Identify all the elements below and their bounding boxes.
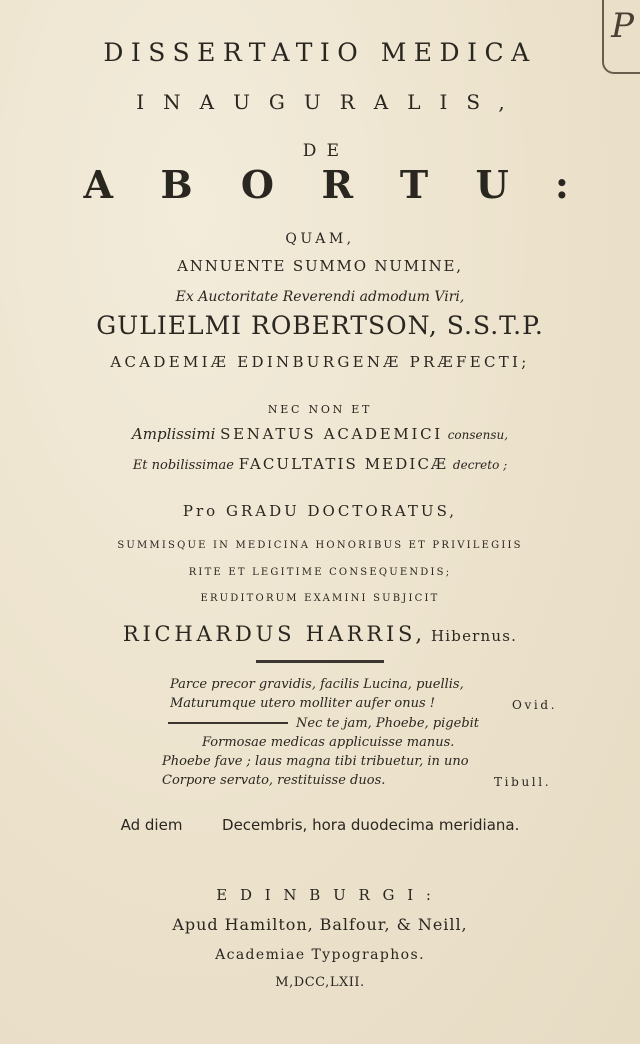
date-line — [0, 818, 640, 833]
imprint-year: M,DCC,LXII. — [275, 975, 365, 990]
verse-line-3: Nec te jam, Phoebe, pigebit — [296, 716, 480, 731]
date-ad-diem: Ad diem — [120, 816, 183, 834]
library-stamp-letter: P — [611, 6, 634, 46]
imprint-typographos: Academiae Typographos. — [215, 947, 425, 963]
academiae-line: ACADEMIÆ EDINBURGENÆ PRÆFECTI; — [110, 353, 530, 371]
verse-line-1: Parce precor gravidis, facilis Lucina, puellis, — [170, 677, 464, 692]
facultatis-line — [0, 457, 640, 472]
title-line-3: DE — [302, 141, 350, 161]
quam-line: QUAM, — [285, 231, 355, 247]
author-line — [0, 624, 640, 645]
annuente-line: ANNUENTE SUMMO NUMINE, — [177, 257, 463, 275]
verse-credit-tibull: Tibull. — [494, 775, 552, 789]
summisque-line: SUMMISQUE IN MEDICINA HONORIBUS ET PRIVILEGIIS — [117, 540, 523, 551]
senatus-line — [0, 427, 640, 442]
verse-credit-ovid: Ovid. — [512, 698, 558, 712]
pro-gradu-line: Pro GRADU DOCTORATUS, — [182, 502, 458, 520]
verse-line-6: Corpore servato, restituisse duos. — [162, 773, 386, 788]
gulielmi-line: GULIELMI ROBERTSON, S.S.T.P. — [96, 311, 544, 340]
imprint-city: EDINBURGI: — [216, 886, 444, 904]
title-line-2: INAUGURALIS, — [136, 90, 524, 114]
author-name: RICHARDUS HARRIS, — [122, 622, 426, 646]
facultatis-prefix: Et nobilissimae — [132, 458, 234, 473]
verse-line-5: Phoebe fave ; laus magna tibi tribuetur, in uno — [162, 754, 469, 769]
rite-line: RITE ET LEGITIME CONSEQUENDIS; — [188, 567, 452, 578]
eruditorum-line: ERUDITORUM EXAMINI SUBJICIT — [200, 593, 440, 604]
author-origin: Hibernus. — [431, 627, 518, 645]
verse-line-2: Maturumque utero molliter aufer onus ! — [170, 696, 436, 711]
title-abortu: ABORTU: — [83, 162, 617, 207]
title-line-1: DISSERTATIO MEDICA — [103, 38, 537, 67]
ornamental-rule-top — [256, 660, 384, 663]
facultatis-main: FACULTATIS MEDICÆ — [238, 455, 449, 473]
verse-line-4: Formosae medicas applicuisse manus. — [202, 735, 455, 750]
senatus-prefix: Amplissimi — [131, 425, 216, 443]
ornamental-rule-verse — [168, 722, 288, 724]
date-text: Decembris, hora duodecima meridiana. — [222, 816, 520, 834]
senatus-main: SENATUS ACADEMICI — [220, 425, 443, 443]
senatus-suffix: consensu, — [447, 428, 509, 442]
nec-non-line: NEC NON ET — [267, 403, 373, 416]
facultatis-suffix: decreto ; — [452, 458, 508, 472]
imprint-printers: Apud Hamilton, Balfour, & Neill, — [172, 915, 468, 934]
ex-auctoritate-line: Ex Auctoritate Reverendi admodum Viri, — [175, 289, 465, 305]
